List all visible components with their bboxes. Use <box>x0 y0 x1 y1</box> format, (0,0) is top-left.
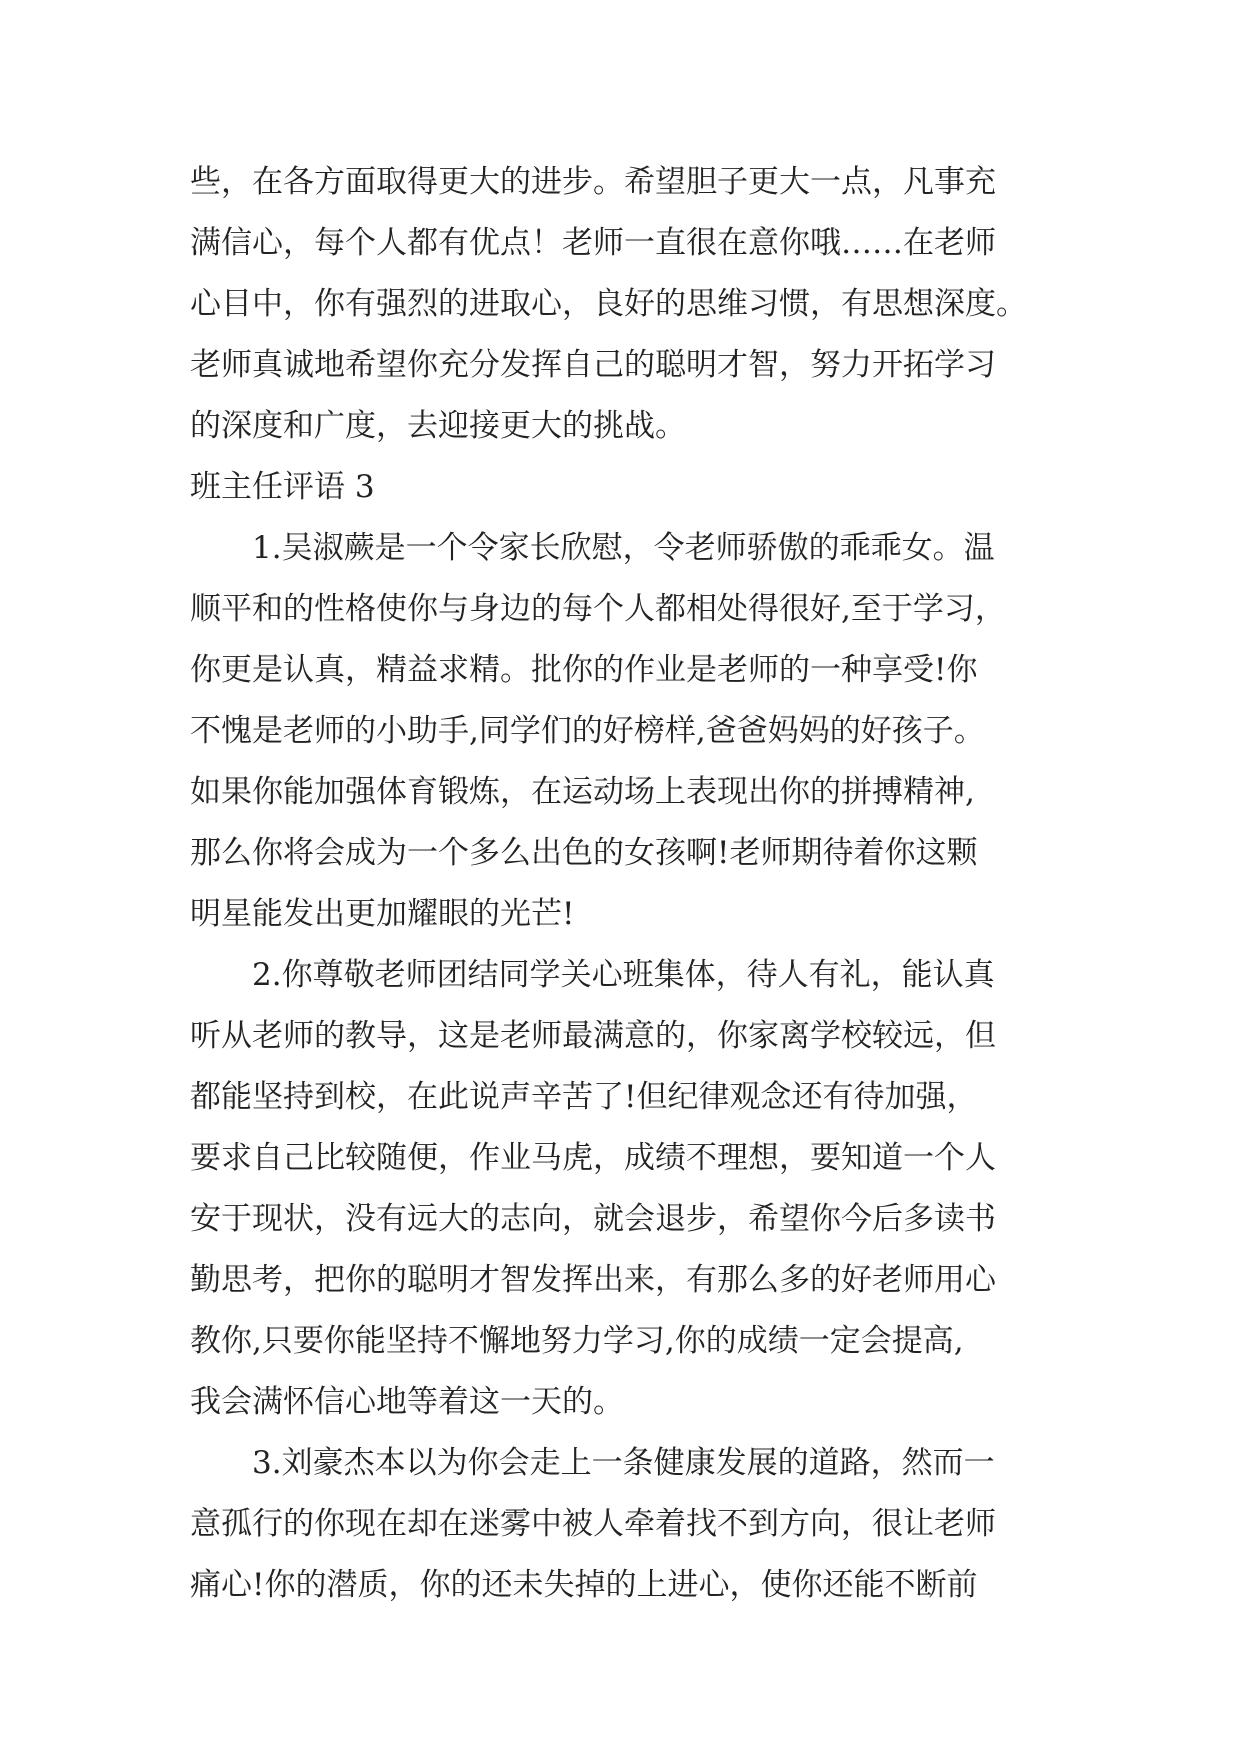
section-heading: 班主任评语 3 <box>190 469 375 505</box>
text-line: 勤思考，把你的聪明才智发挥出来，有那么多的好老师用心 <box>190 1262 996 1298</box>
intro-paragraph <box>190 152 1052 457</box>
text-line: 安于现状，没有远大的志向，就会退步，希望你今后多读书 <box>190 1201 996 1237</box>
text-line: 痛心!你的潜质，你的还未失掉的上进心，使你还能不断前 <box>190 1567 978 1603</box>
text-line: 明星能发出更加耀眼的光芒! <box>190 896 575 932</box>
text-line: 1.吴淑蕨是一个令家长欣慰，令老师骄傲的乖乖女。温 <box>252 530 995 566</box>
text-line: 那么你将会成为一个多么出色的女孩啊!老师期待着你这颗 <box>190 835 978 871</box>
document-page <box>190 152 1052 1616</box>
text-line: 3.刘豪杰本以为你会走上一条健康发展的道路，然而一 <box>252 1445 995 1481</box>
text-line: 如果你能加强体育锻炼，在运动场上表现出你的拼搏精神, <box>190 774 975 810</box>
text-line: 都能坚持到校，在此说声辛苦了!但纪律观念还有待加强， <box>190 1079 978 1115</box>
text-line: 要求自己比较随便，作业马虎，成绩不理想，要知道一个人 <box>190 1140 996 1176</box>
text-line: 意孤行的你现在却在迷雾中被人牵着找不到方向，很让老师 <box>190 1506 996 1542</box>
text-line: 2.你尊敬老师团结同学关心班集体，待人有礼，能认真 <box>252 957 995 993</box>
text-line: 你更是认真，精益求精。批你的作业是老师的一种享受!你 <box>190 652 978 688</box>
text-line: 老师真诚地希望你充分发挥自己的聪明才智，努力开拓学习 <box>190 347 996 383</box>
comment-item-2 <box>190 945 1052 1433</box>
text-line: 听从老师的教导，这是老师最满意的，你家离学校较远，但 <box>190 1018 996 1054</box>
text-line: 满信心，每个人都有优点！老师一直很在意你哦……在老师 <box>190 225 996 261</box>
text-line: 心目中，你有强烈的进取心，良好的思维习惯，有思想深度。 <box>190 286 1027 322</box>
text-line: 我会满怀信心地等着这一天的。 <box>190 1384 624 1420</box>
text-line: 顺平和的性格使你与身边的每个人都相处得很好,至于学习， <box>190 591 1006 627</box>
comment-item-1 <box>190 518 1052 945</box>
text-line: 些，在各方面取得更大的进步。希望胆子更大一点，凡事充 <box>190 164 996 200</box>
text-line: 教你,只要你能坚持不懈地努力学习,你的成绩一定会提高, <box>190 1323 964 1359</box>
text-line: 的深度和广度，去迎接更大的挑战。 <box>190 408 686 444</box>
comment-item-3 <box>190 1433 1052 1616</box>
text-line: 不愧是老师的小助手,同学们的好榜样,爸爸妈妈的好孩子。 <box>190 713 985 749</box>
